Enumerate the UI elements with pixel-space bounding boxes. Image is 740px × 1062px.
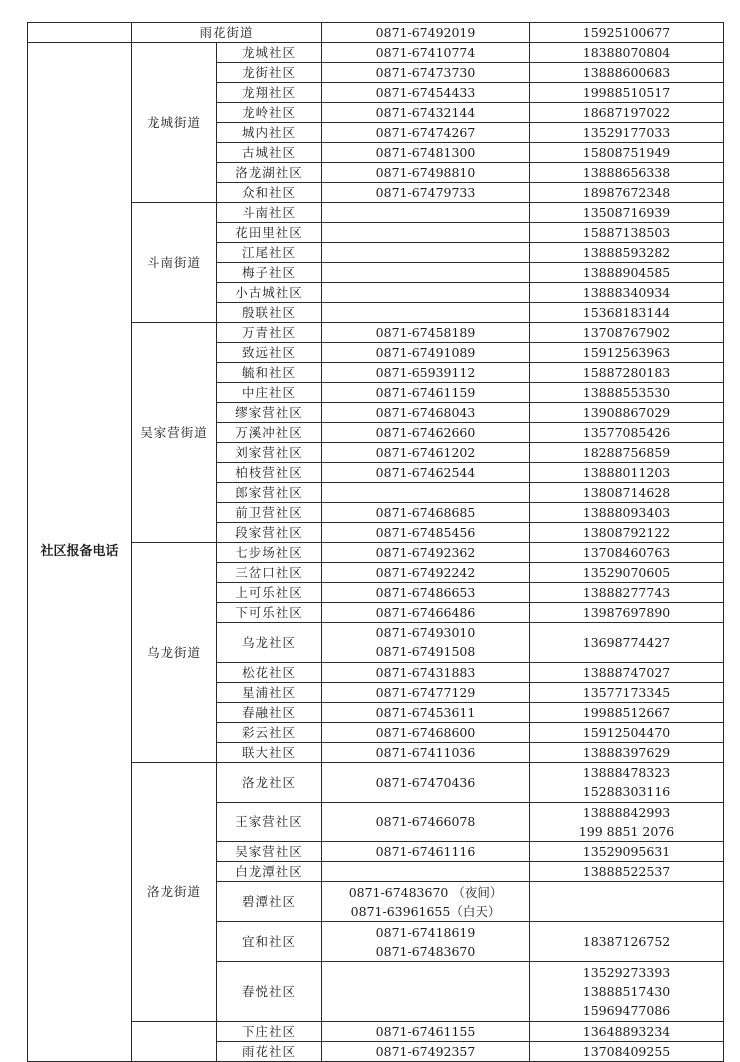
community-name-cell: 宜和社区 xyxy=(217,922,322,962)
landline-cell xyxy=(322,443,530,463)
landline-cell xyxy=(322,403,530,423)
mobile-cell xyxy=(530,203,724,223)
mobile-cell xyxy=(530,922,724,962)
mobile-cell xyxy=(530,263,724,283)
landline-cell xyxy=(322,463,530,483)
mobile-number: 19988512667 xyxy=(582,704,671,720)
landline-cell xyxy=(322,423,530,443)
community-name-cell: 江尾社区 xyxy=(217,243,322,263)
mobile-number: 13987697890 xyxy=(582,605,671,620)
mobile-cell xyxy=(530,143,724,163)
mobile-cell xyxy=(530,483,724,503)
mobile-cell xyxy=(530,43,724,63)
community-name-cell: 梅子社区 xyxy=(217,263,322,283)
mobile-number: 13888340934 xyxy=(582,285,671,300)
mobile-number: 13888553530 xyxy=(582,385,671,400)
mobile-number: 13808792122 xyxy=(582,525,671,540)
community-name-cell: 殷联社区 xyxy=(217,303,322,323)
community-name-cell: 刘家营社区 xyxy=(217,443,322,463)
community-name-cell: 松花社区 xyxy=(217,662,322,682)
mobile-cell xyxy=(530,163,724,183)
mobile-cell xyxy=(530,583,724,603)
landline-cell xyxy=(322,43,530,63)
community-name-cell: 洛龙湖社区 xyxy=(217,163,322,183)
landline-cell xyxy=(322,722,530,742)
landline-cell xyxy=(322,922,530,962)
mobile-number: 13888397629 xyxy=(582,744,671,760)
landline-cell xyxy=(322,1021,530,1041)
community-name-cell: 龙翔社区 xyxy=(217,83,322,103)
landline-number: 0871-67483670 xyxy=(375,943,476,959)
community-name-cell: 小古城社区 xyxy=(217,283,322,303)
landline-cell xyxy=(322,802,530,842)
mobile-cell xyxy=(530,383,724,403)
community-name-cell: 联大社区 xyxy=(217,742,322,762)
mobile-number: 13888656338 xyxy=(582,165,671,180)
mobile-cell xyxy=(530,443,724,463)
community-name-cell: 龙岭社区 xyxy=(217,103,322,123)
mobile-cell xyxy=(530,283,724,303)
mobile-number: 18987672348 xyxy=(582,185,671,200)
community-name-cell: 王家营社区 xyxy=(217,802,322,842)
landline-cell xyxy=(322,702,530,722)
landline-cell xyxy=(322,323,530,343)
landline-cell xyxy=(322,842,530,862)
landline-number: 0871-67431883 xyxy=(375,664,476,680)
landline-number: 0871-67454433 xyxy=(375,85,476,100)
mobile-number: 13888593282 xyxy=(582,245,671,260)
mobile-cell xyxy=(530,1021,724,1041)
community-name-cell: 毓和社区 xyxy=(217,363,322,383)
mobile-number: 15912563963 xyxy=(582,345,671,360)
landline-cell xyxy=(322,563,530,583)
mobile-number: 13908867029 xyxy=(582,405,671,420)
mobile-cell xyxy=(530,403,724,423)
community-name-cell: 花田里社区 xyxy=(217,223,322,243)
landline-cell xyxy=(322,503,530,523)
landline-number: 0871-67483670 （夜间） xyxy=(348,884,503,900)
landline-cell xyxy=(322,882,530,922)
street-name-cell: 雨花街道 xyxy=(132,23,322,43)
mobile-cell xyxy=(530,882,724,922)
street-name-cell xyxy=(132,1021,217,1061)
landline-number: 0871-67481300 xyxy=(375,145,476,160)
landline-number: 0871-67461202 xyxy=(375,445,476,460)
community-name-cell: 下庄社区 xyxy=(217,1021,322,1041)
landline-number: 0871-67477129 xyxy=(375,684,476,700)
mobile-cell xyxy=(530,1041,724,1061)
landline-cell xyxy=(322,623,530,663)
community-name-cell: 龙城社区 xyxy=(217,43,322,63)
mobile-cell xyxy=(530,63,724,83)
landline-cell xyxy=(322,123,530,143)
landline-number: 0871-67491089 xyxy=(375,345,476,360)
landline-cell xyxy=(322,961,530,1021)
mobile-number: 13529273393 xyxy=(582,964,671,980)
community-name-cell: 春融社区 xyxy=(217,702,322,722)
landline-cell xyxy=(322,303,530,323)
community-name-cell: 缪家营社区 xyxy=(217,403,322,423)
community-name-cell: 碧潭社区 xyxy=(217,882,322,922)
community-name-cell: 吴家营社区 xyxy=(217,842,322,862)
table-row xyxy=(28,203,724,223)
mobile-cell xyxy=(530,762,724,802)
mobile-cell xyxy=(530,363,724,383)
community-name-cell: 前卫营社区 xyxy=(217,503,322,523)
street-name-cell: 乌龙街道 xyxy=(132,543,217,763)
landline-cell xyxy=(322,183,530,203)
landline-number: 0871-65939112 xyxy=(375,365,476,380)
mobile-cell xyxy=(530,343,724,363)
community-name-cell: 春悦社区 xyxy=(217,961,322,1021)
landline-cell xyxy=(322,1041,530,1061)
community-name-cell: 柏枝营社区 xyxy=(217,463,322,483)
community-name-cell: 中庄社区 xyxy=(217,383,322,403)
landline-number: 0871-67453611 xyxy=(375,704,476,720)
mobile-number: 18388070804 xyxy=(582,45,671,60)
mobile-cell xyxy=(530,662,724,682)
landline-cell xyxy=(322,283,530,303)
table-row xyxy=(28,43,724,63)
landline-cell xyxy=(322,83,530,103)
community-name-cell: 致远社区 xyxy=(217,343,322,363)
mobile-cell xyxy=(530,543,724,563)
mobile-number: 13888600683 xyxy=(582,65,671,80)
landline-cell xyxy=(322,603,530,623)
landline-number: 0871-67461116 xyxy=(375,844,476,860)
landline-cell xyxy=(322,523,530,543)
mobile-number: 13508716939 xyxy=(582,205,671,220)
community-name-cell: 星浦社区 xyxy=(217,682,322,702)
landline-number: 0871-67461159 xyxy=(375,385,476,400)
mobile-number: 13708409255 xyxy=(582,1043,671,1059)
landline-cell xyxy=(322,662,530,682)
mobile-number: 13648893234 xyxy=(582,1023,671,1039)
landline-number: 0871-63961655（白天） xyxy=(350,903,501,919)
community-name-cell: 雨花社区 xyxy=(217,1041,322,1061)
landline-cell xyxy=(322,583,530,603)
landline-number: 0871-67466078 xyxy=(375,814,476,830)
landline-number: 0871-67410774 xyxy=(375,45,476,60)
mobile-number: 13888522537 xyxy=(582,864,671,880)
mobile-number: 13808714628 xyxy=(582,485,671,500)
mobile-number: 13888904585 xyxy=(582,265,671,280)
mobile-cell xyxy=(530,563,724,583)
community-name-cell: 上可乐社区 xyxy=(217,583,322,603)
landline-number: 0871-67418619 xyxy=(375,924,476,940)
community-name-cell: 彩云社区 xyxy=(217,722,322,742)
community-name-cell: 龙街社区 xyxy=(217,63,322,83)
landline-number: 0871-67462544 xyxy=(375,465,476,480)
table-row xyxy=(28,323,724,343)
mobile-cell xyxy=(530,103,724,123)
landline-cell xyxy=(322,762,530,802)
mobile-number: 13888517430 xyxy=(582,983,671,999)
mobile-cell xyxy=(530,303,724,323)
mobile-number: 18687197022 xyxy=(582,105,671,120)
mobile-number: 13888093403 xyxy=(582,505,671,520)
landline-number: 0871-67492362 xyxy=(375,545,476,560)
landline-number: 0871-67474267 xyxy=(375,125,476,140)
landline-number: 0871-67486653 xyxy=(375,585,476,600)
landline-cell xyxy=(322,103,530,123)
mobile-cell xyxy=(530,323,724,343)
landline-cell xyxy=(322,63,530,83)
landline-cell xyxy=(322,203,530,223)
mobile-number: 15368183144 xyxy=(582,305,671,320)
street-name-cell: 洛龙街道 xyxy=(132,762,217,1021)
mobile-number: 15912504470 xyxy=(582,724,671,740)
landline-cell xyxy=(322,682,530,702)
mobile-cell xyxy=(530,243,724,263)
mobile-cell xyxy=(530,722,724,742)
mobile-number: 18288756859 xyxy=(582,445,671,460)
mobile-cell xyxy=(530,423,724,443)
community-name-cell: 众和社区 xyxy=(217,183,322,203)
landline-number: 0871-67470436 xyxy=(375,774,476,790)
mobile-number: 13708767902 xyxy=(582,325,671,340)
mobile-number: 13529095631 xyxy=(582,844,671,860)
community-name-cell: 郎家营社区 xyxy=(217,483,322,503)
mobile-cell xyxy=(530,523,724,543)
table-row xyxy=(28,762,724,802)
mobile-number: 13529070605 xyxy=(582,565,671,580)
community-name-cell: 古城社区 xyxy=(217,143,322,163)
landline-number: 0871-67492242 xyxy=(375,565,476,580)
mobile-cell xyxy=(530,123,724,143)
landline-cell xyxy=(322,263,530,283)
landline-number: 0871-67462660 xyxy=(375,425,476,440)
landline-cell xyxy=(322,383,530,403)
community-name-cell: 白龙潭社区 xyxy=(217,862,322,882)
mobile-number: 13708460763 xyxy=(582,545,671,560)
landline-number: 0871-67461155 xyxy=(375,1023,476,1039)
mobile-number: 13888277743 xyxy=(582,585,671,600)
mobile-cell xyxy=(530,862,724,882)
landline-cell: 0871-67492019 xyxy=(322,23,530,43)
table-row xyxy=(28,543,724,563)
table-row xyxy=(28,23,724,43)
mobile-cell xyxy=(530,463,724,483)
mobile-cell xyxy=(530,83,724,103)
mobile-number: 15887280183 xyxy=(582,365,671,380)
mobile-cell xyxy=(530,682,724,702)
landline-number: 0871-67411036 xyxy=(375,744,476,760)
mobile-cell xyxy=(530,503,724,523)
landline-number: 0871-67491508 xyxy=(375,644,476,660)
mobile-cell xyxy=(530,623,724,663)
category-label: 社区报备电话 xyxy=(28,43,132,1062)
community-name-cell: 万溪冲社区 xyxy=(217,423,322,443)
community-name-cell: 七步场社区 xyxy=(217,543,322,563)
landline-cell xyxy=(322,742,530,762)
landline-cell xyxy=(322,143,530,163)
mobile-cell: 15925100677 xyxy=(530,23,724,43)
mobile-number: 13698774427 xyxy=(582,634,671,650)
landline-cell xyxy=(322,483,530,503)
mobile-number: 13888842993 xyxy=(582,804,671,820)
landline-number: 0871-67485456 xyxy=(375,525,476,540)
mobile-number: 13888478323 xyxy=(582,765,671,781)
community-name-cell: 段家营社区 xyxy=(217,523,322,543)
landline-number: 0871-67468600 xyxy=(375,724,476,740)
landline-number: 0871-67473730 xyxy=(375,65,476,80)
landline-cell xyxy=(322,543,530,563)
street-name-cell: 斗南街道 xyxy=(132,203,217,323)
mobile-cell xyxy=(530,183,724,203)
mobile-cell xyxy=(530,742,724,762)
mobile-number: 199 8851 2076 xyxy=(578,823,675,839)
landline-number: 0871-67466486 xyxy=(375,605,476,620)
community-name-cell: 三岔口社区 xyxy=(217,563,322,583)
mobile-number: 13529177033 xyxy=(582,125,671,140)
community-name-cell: 乌龙社区 xyxy=(217,623,322,663)
landline-number: 0871-67468685 xyxy=(375,505,476,520)
mobile-number: 13577173345 xyxy=(582,684,671,700)
landline-number: 0871-67493010 xyxy=(375,625,476,641)
mobile-number: 19988510517 xyxy=(582,85,671,100)
mobile-number: 15887138503 xyxy=(582,225,671,240)
landline-number: 0871-67479733 xyxy=(375,185,476,200)
community-phone-table xyxy=(27,22,724,1062)
landline-cell xyxy=(322,223,530,243)
street-name-cell: 吴家营街道 xyxy=(132,323,217,543)
community-name-cell: 城内社区 xyxy=(217,123,322,143)
landline-cell xyxy=(322,862,530,882)
landline-number: 0871-67492357 xyxy=(375,1043,476,1059)
community-name-cell: 下可乐社区 xyxy=(217,603,322,623)
mobile-number: 13888011203 xyxy=(582,465,671,480)
community-name-cell: 万青社区 xyxy=(217,323,322,343)
landline-number: 0871-67458189 xyxy=(375,325,476,340)
empty-cell xyxy=(28,23,132,43)
landline-cell xyxy=(322,243,530,263)
mobile-cell xyxy=(530,961,724,1021)
mobile-number: 13577085426 xyxy=(582,425,671,440)
street-name-cell: 龙城街道 xyxy=(132,43,217,203)
mobile-cell xyxy=(530,223,724,243)
mobile-number: 18387126752 xyxy=(582,934,671,950)
community-name-cell: 洛龙社区 xyxy=(217,762,322,802)
mobile-cell xyxy=(530,802,724,842)
mobile-number: 15288303116 xyxy=(582,784,671,800)
landline-number: 0871-67432144 xyxy=(375,105,476,120)
mobile-cell xyxy=(530,702,724,722)
mobile-number: 13888747027 xyxy=(582,664,671,680)
landline-cell xyxy=(322,163,530,183)
table-row xyxy=(28,1021,724,1041)
mobile-number: 15808751949 xyxy=(582,145,671,160)
community-name-cell: 斗南社区 xyxy=(217,203,322,223)
mobile-cell xyxy=(530,603,724,623)
mobile-cell xyxy=(530,842,724,862)
landline-number: 0871-67468043 xyxy=(375,405,476,420)
landline-cell xyxy=(322,363,530,383)
mobile-number: 15969477086 xyxy=(582,1002,671,1018)
landline-cell xyxy=(322,343,530,363)
landline-number: 0871-67498810 xyxy=(375,165,476,180)
